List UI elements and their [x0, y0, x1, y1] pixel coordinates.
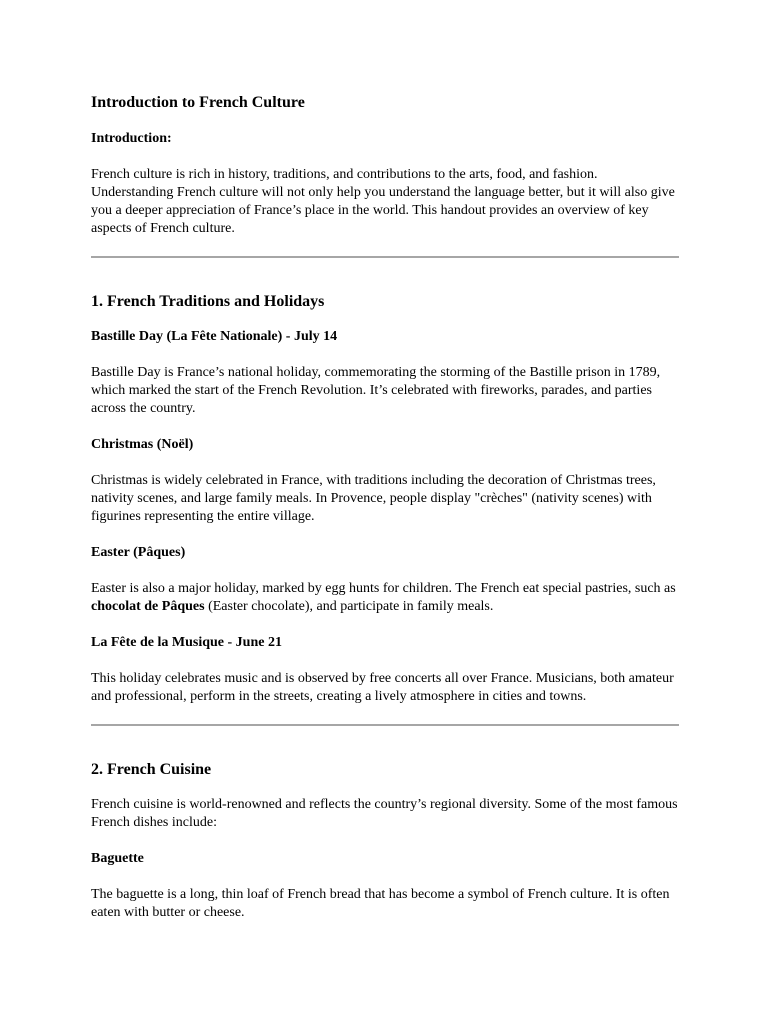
musique-text: This holiday celebrates music and is observed by free concerts all over France. Musicians, both amateur and professional, perform in the streets, creating a lively atmosphere in cities and towns. [91, 671, 674, 704]
baguette-heading: Baguette [91, 851, 144, 866]
document-title: Introduction to French Culture [91, 94, 305, 111]
section-divider [91, 724, 679, 726]
intro-text: French culture is rich in history, traditions, and contributions to the arts, food, and fashion. Understanding French culture will not only help you understand the language better, but it will also give you a deeper appreciation of France’s place in the world. This handout provides an overview of key aspects of French culture. [91, 167, 675, 236]
christmas-text: Christmas is widely celebrated in France, with traditions including the decoration of Christmas trees, nativity scenes, and large family meals. In Provence, people display "crèches" (nativity scenes) with figurines representing the entire village. [91, 473, 656, 524]
easter-text-after: (Easter chocolate), and participate in family meals. [204, 599, 494, 614]
musique-heading: La Fête de la Musique - June 21 [91, 635, 282, 650]
section1-heading: 1. French Traditions and Holidays [91, 293, 325, 310]
bastille-heading: Bastille Day (La Fête Nationale) - July 14 [91, 329, 338, 344]
easter-text-bold: chocolat de Pâques [91, 599, 205, 614]
intro-heading: Introduction: [91, 131, 172, 146]
christmas-heading: Christmas (Noël) [91, 437, 194, 452]
section2-text: French cuisine is world-renowned and reflects the country’s regional diversity. Some of the most famous French dishes include: [91, 797, 678, 830]
easter-text [91, 580, 679, 616]
section2-heading: 2. French Cuisine [91, 761, 212, 778]
bastille-text: Bastille Day is France’s national holiday, commemorating the storming of the Bastille prison in 1789, which marked the start of the French Revolution. It’s celebrated with fireworks, parades, and parties across the country. [91, 365, 661, 416]
section-divider [91, 256, 679, 258]
baguette-text: The baguette is a long, thin loaf of French bread that has become a symbol of French culture. It is often eaten with butter or cheese. [91, 887, 670, 920]
easter-text-before: Easter is also a major holiday, marked by egg hunts for children. The French eat special pastries, such as [91, 581, 676, 596]
easter-heading: Easter (Pâques) [91, 545, 186, 560]
document-page [91, 92, 679, 922]
